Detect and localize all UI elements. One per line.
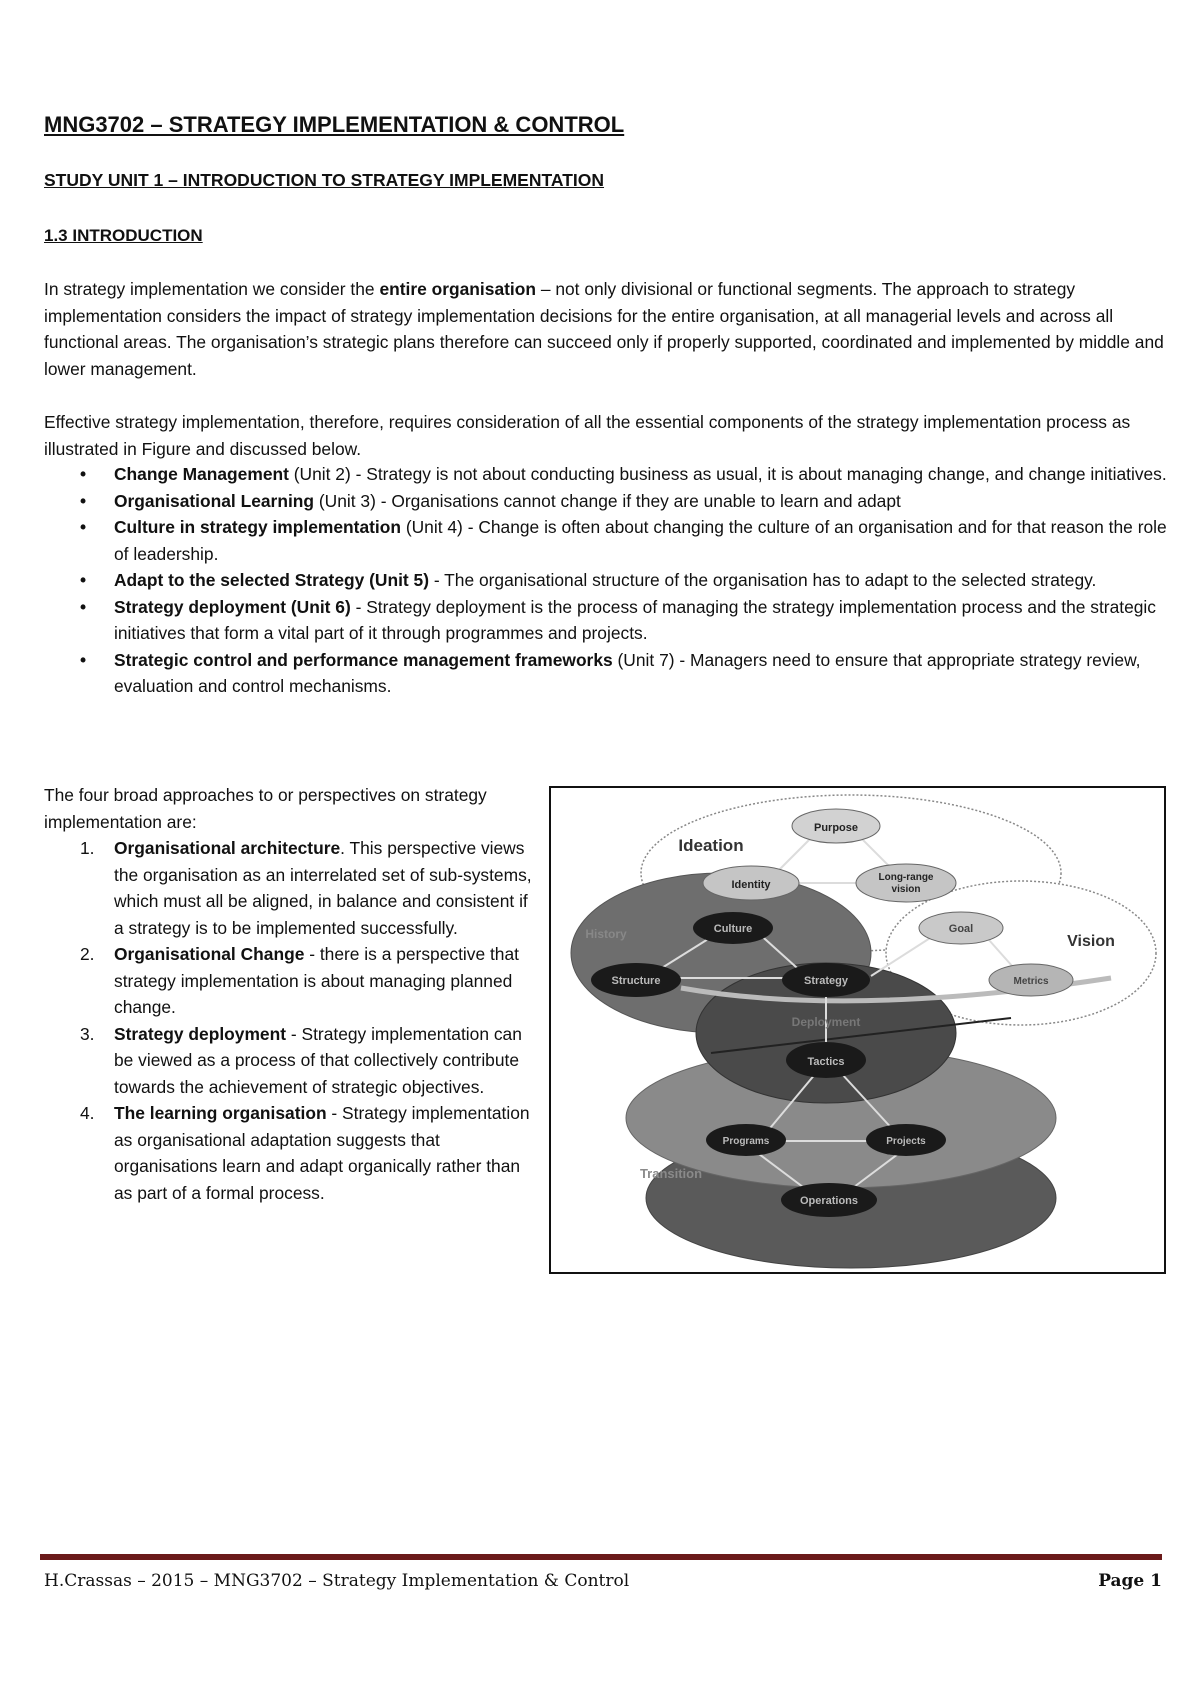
bullet-icon: • [80,490,87,511]
transition-label: Transition [639,1166,703,1181]
list-item [44,567,1169,594]
list-item-text: - The organisational structure of the organisation has to adapt to the selected strategy. [429,570,1097,590]
approaches-section [44,782,534,1206]
list-item-unit: (Unit 7) [612,649,675,670]
long-range-label: Long-range [878,872,934,883]
bullet-icon: • [80,517,87,537]
list-item-term: Strategic control and performance management frameworks [114,649,613,670]
list-item-text: - Change is often about changing the culture of an organisation and for that reason the role of leadership. [114,517,1167,564]
culture-label: Culture [713,923,753,935]
approach-term: Organisational architecture [114,838,341,858]
footer-divider [40,1554,1162,1560]
approach-item [44,941,534,1021]
approach-item [44,1100,534,1206]
long-range-vision-node [856,864,956,902]
operations-label: Operations [799,1195,859,1207]
list-item [44,514,1169,567]
list-item [44,647,1169,700]
list-item-unit: (Unit 3) [314,490,376,511]
approach-number: 2. [80,944,95,964]
approach-number: 3. [80,1023,95,1044]
list-item-text: - Strategy deployment is the process of managing the strategy implementation process and the strategic initiatives that form a vital part of it through programmes and projects. [114,596,1156,643]
list-item [44,488,1169,515]
history-label: History [585,927,627,941]
study-unit-title: STUDY UNIT 1 – INTRODUCTION TO STRATEGY IMPLEMENTATION [44,170,605,190]
section-title: 1.3 INTRODUCTION [44,226,203,245]
tactics-label: Tactics [807,1056,845,1068]
components-paragraph: Effective strategy implementation, therefore, requires consideration of all the essential components of the strategy implementation process as illustrated in Figure and discussed below. [44,412,1131,459]
page-number: Page 1 [1098,1571,1162,1591]
deployment-label: Deployment [791,1015,861,1029]
bullet-icon: • [80,596,87,617]
components-list [44,461,1169,700]
approach-number: 4. [80,1103,95,1123]
programs-label: Programs [722,1136,770,1147]
long-range-vision-label: vision [891,884,921,895]
approach-number: 1. [80,838,95,858]
purpose-label: Purpose [813,822,859,834]
ideation-label: Ideation [678,836,744,855]
list-item-term: Adapt to the selected Strategy (Unit 5) [114,570,430,590]
approach-term: Strategy deployment [114,1023,287,1044]
list-item-text: - Strategy is not about conducting business as usual, it is about managing change, and change initiatives. [350,464,1167,484]
intro-text-start: In strategy implementation we consider the [44,279,380,299]
structure-label: Structure [611,975,661,987]
approach-text: - Strategy implementation as organisational adaptation suggests that organisations learn and adapt organically rather than as part of a formal process. [114,1103,530,1203]
list-item-term: Strategy deployment (Unit 6) [114,596,351,617]
approach-text: - there is a perspective that strategy implementation is about managing planned change. [114,944,519,1017]
list-item-text: - Managers need to ensure that appropriate strategy review, evaluation and control mechanisms. [114,649,1141,696]
approach-item [44,1021,534,1101]
document-title: MNG3702 – STRATEGY IMPLEMENTATION & CONTROL [44,112,625,137]
bullet-icon: • [80,570,87,590]
approaches-intro: The four broad approaches to or perspectives on strategy implementation are: [44,785,487,832]
approach-term: Organisational Change [114,944,305,964]
strategy-implementation-figure [549,786,1166,1274]
intro-text-end: – not only divisional or functional segments. The approach to strategy implementation considers the impact of strategy implementation decisions for the entire organisation, at all managerial levels and across all functional areas. The organisation’s strategic plans therefore can succeed only if properly supported, coordinated and implemented by middle and lower management. [44,279,1164,379]
goal-label: Goal [948,923,974,935]
intro-emphasis: entire organisation [379,279,536,299]
list-item-text: - Organisations cannot change if they are unable to learn and adapt [375,490,901,511]
approach-item [44,835,534,941]
footer-text: H.Crassas – 2015 – MNG3702 – Strategy Implementation & Control [44,1571,630,1591]
bullet-icon: • [80,649,87,670]
list-item-term: Organisational Learning [114,490,315,511]
list-item [44,594,1169,647]
list-item-unit: (Unit 4) [401,517,463,537]
list-item-unit: (Unit 2) [288,464,351,484]
strategy-label: Strategy [803,975,849,987]
metrics-label: Metrics [1013,976,1049,987]
list-item-term: Culture in strategy implementation [114,517,401,537]
approach-text: - Strategy implementation can be viewed as a process of that collectively contribute towards the achievement of strategic objectives. [114,1023,522,1097]
projects-label: Projects [886,1136,926,1147]
list-item-term: Change Management [114,464,289,484]
approach-text: . This perspective views the organisation as an interrelated set of sub-systems, which must all be aligned, in balance and consistent if a strategy is to be implemented successfully. [114,838,532,938]
approach-term: The learning organisation [114,1103,327,1123]
strategy-diagram [551,788,1163,1271]
vision-label: Vision [1067,933,1115,950]
identity-label: Identity [731,879,771,891]
intro-paragraph [44,276,1164,382]
approaches-list [44,835,534,1206]
list-item [44,461,1169,488]
bullet-icon: • [80,464,87,484]
